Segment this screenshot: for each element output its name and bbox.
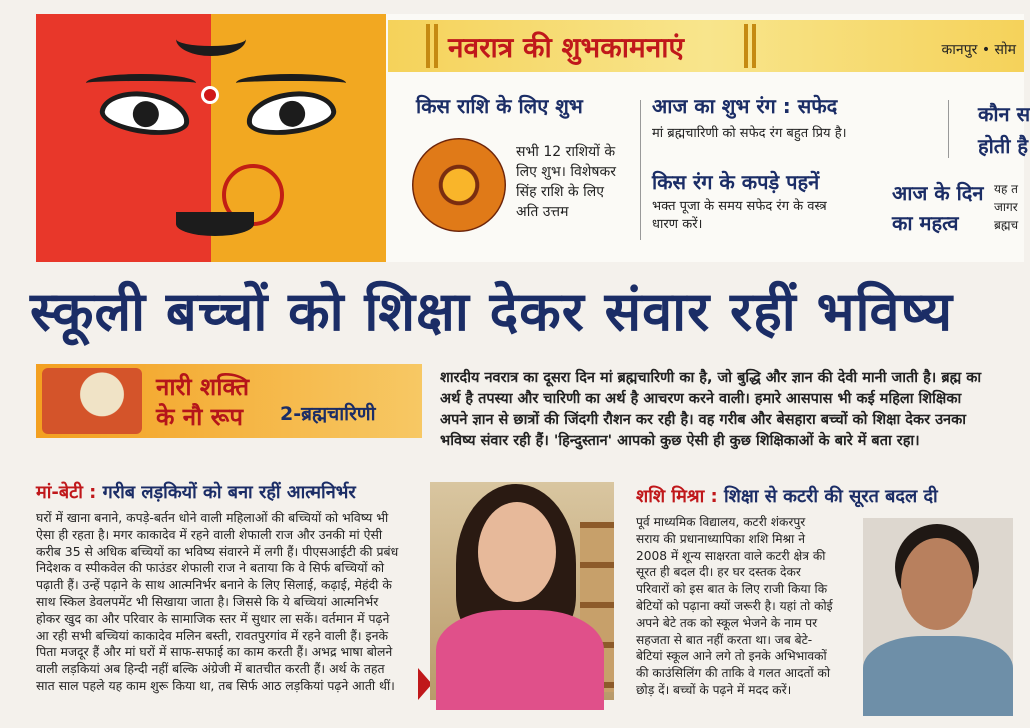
zodiac-wheel-icon bbox=[412, 138, 506, 232]
story2-body: पूर्व माध्यमिक विद्यालय, कटरी शंकरपुर सराय की प्रधानाध्यापिका शशि मिश्रा ने 2008 में शून्य साक्षरता वाले कटरी क्षेत्र की सूरत ही बदल दी। हर घर दस्तक देकर परिवारों को इस बात के लिए राजी किया कि बेटियों को पढ़ाना क्यों जरूरी है। यहां तो कोई अपने बेटे तक को स्कूल भेजने के नाम पर सहजता से बात नहीं करता था। जब बेटे- बेटियां स्कूल आने लगे तो इनके अभिभावकों की काउंसिलिंग की ताकि वे गलत आदतों को छोड़ दें। बच्चों के पढ़ने में मदद करें। bbox=[636, 515, 833, 697]
banner-title: नवरात्र की शुभकामनाएं bbox=[448, 31, 685, 64]
rashi-heading: किस राशि के लिए शुभ bbox=[416, 94, 583, 118]
story2-kicker: शशि मिश्रा : bbox=[636, 486, 718, 507]
story1-kicker: मां-बेटी : bbox=[36, 482, 97, 503]
crescent-mark bbox=[176, 22, 246, 56]
banner-title-strip bbox=[388, 20, 1024, 72]
divider bbox=[640, 100, 641, 240]
lips bbox=[176, 212, 254, 236]
rashi-column bbox=[416, 96, 636, 116]
shubh-rang-text: मां ब्रह्मचारिणी को सफेद रंग बहुत प्रिय है। bbox=[652, 126, 847, 141]
nari-tag: 2-ब्रह्मचारिणी bbox=[280, 403, 376, 425]
story1-headline bbox=[36, 480, 426, 504]
nari-line1: नारी शक्ति bbox=[156, 373, 250, 401]
kapde-heading: किस रंग के कपड़े पहनें bbox=[652, 170, 820, 194]
story2-title: शिक्षा से कटरी की सूरत बदल दी bbox=[717, 486, 938, 507]
bindi bbox=[201, 86, 219, 104]
shubh-rang-column bbox=[652, 96, 952, 144]
photo-shashi-mishra bbox=[863, 518, 1013, 706]
mahatva-column: आज के दिन का महत्व bbox=[892, 181, 984, 235]
photo-shefali-raj bbox=[430, 482, 614, 700]
story1-body: घरों में खाना बनाने, कपड़े-बर्तन धोने वाली महिलाओं की बच्चियों को भविष्य भी ऐसा ही रहता है। मगर काकादेव में रहने वाली शेफाली राज और उनकी मां ऐसी करीब 35 से अधिक बच्चियों का भविष्य संवारने में लगी हैं। पीएसआईटी की प्रबंध निदेशक व स्पीकवेल की फाउंडर शेफाली राज ने बताया कि वे सिर्फ बच्चियों को पढ़ाती हैं। उन्हें पढ़ाने के साथ आत्मनिर्भर बनाने के लिए सिलाई, कढ़ाई, मेहंदी के साथ स्किल डेवलपमेंट भी सिखाया जाता है। जिससे कि ये बच्चियां आत्मनिर्भर होकर खुद का और परिवार के सामाजिक स्तर में सुधार ला सकें। वर्तमान में पढ़ने आ रही सभी बच्चियां काकादेव मलिन बस्ती, रावतपुरगांव में रहने वाली हैं। इनके पिता मजदूर हैं और मां घरों में साफ-सफाई का काम करती हैं। अभद्र भाषा बोलने वाली लड़कियां अब हिन्दी नहीं बल्कि अंग्रेजी में बातचीत करती हैं। अर्थ के तहत सात साल पहले यह काम शुरू किया था, तब सिर्फ आठ लड़कियां पढ़ने आती थीं। bbox=[36, 510, 399, 693]
goddess-illustration bbox=[36, 14, 386, 262]
intro-paragraph: शारदीय नवरात्र का दूसरा दिन मां ब्रह्मचारिणी का है, जो बुद्धि और ज्ञान की देवी मानी जाती है। ब्रह्म का अर्थ है तपस्या और चारिणी का अर्थ है आचरण करने वाली। हमारे आसपास भी कई महिला शिक्षिका अपने ज्ञान से छात्रों की जिंदगी रौशन कर रही है। वह गरीब और बेसहारा बच्चों को शिक्षा देकर उनका भविष्य संवार रही हैं। 'हिन्दुस्तान' आपको कुछ ऐसी ही कुछ शिक्षिकाओं के बारे में बता रहा। bbox=[440, 370, 982, 449]
shubh-rang-heading: आज का शुभ रंग : सफेद bbox=[652, 94, 838, 118]
kaun-column: कौन स होती है bbox=[978, 102, 1030, 158]
story2-headline bbox=[636, 484, 1021, 508]
mahatva-text: यह त जागर ब्रह्मच bbox=[994, 182, 1019, 232]
nari-shakti-box bbox=[36, 364, 422, 438]
kapde-column: किस रंग के कपड़े पहनें भक्त पूजा के समय सफेद रंग के वस्त्र धारण करें। bbox=[652, 172, 882, 234]
page-headline: स्कूली बच्चों को शिक्षा देकर संवार रहीं भविष्य bbox=[30, 280, 954, 343]
divider bbox=[948, 100, 949, 158]
goddess-figure-icon bbox=[42, 368, 142, 434]
rashi-text: सभी 12 राशियों के लिए शुभ। विशेषकर सिंह राशि के लिए अति उत्तम bbox=[516, 144, 616, 220]
nari-line2: के नौ रूप bbox=[156, 403, 243, 431]
story1-title: गरीब लड़कियों को बना रहीं आत्मनिर्भर bbox=[96, 482, 356, 503]
city-dateline: कानपुर • सोम bbox=[941, 42, 1016, 58]
